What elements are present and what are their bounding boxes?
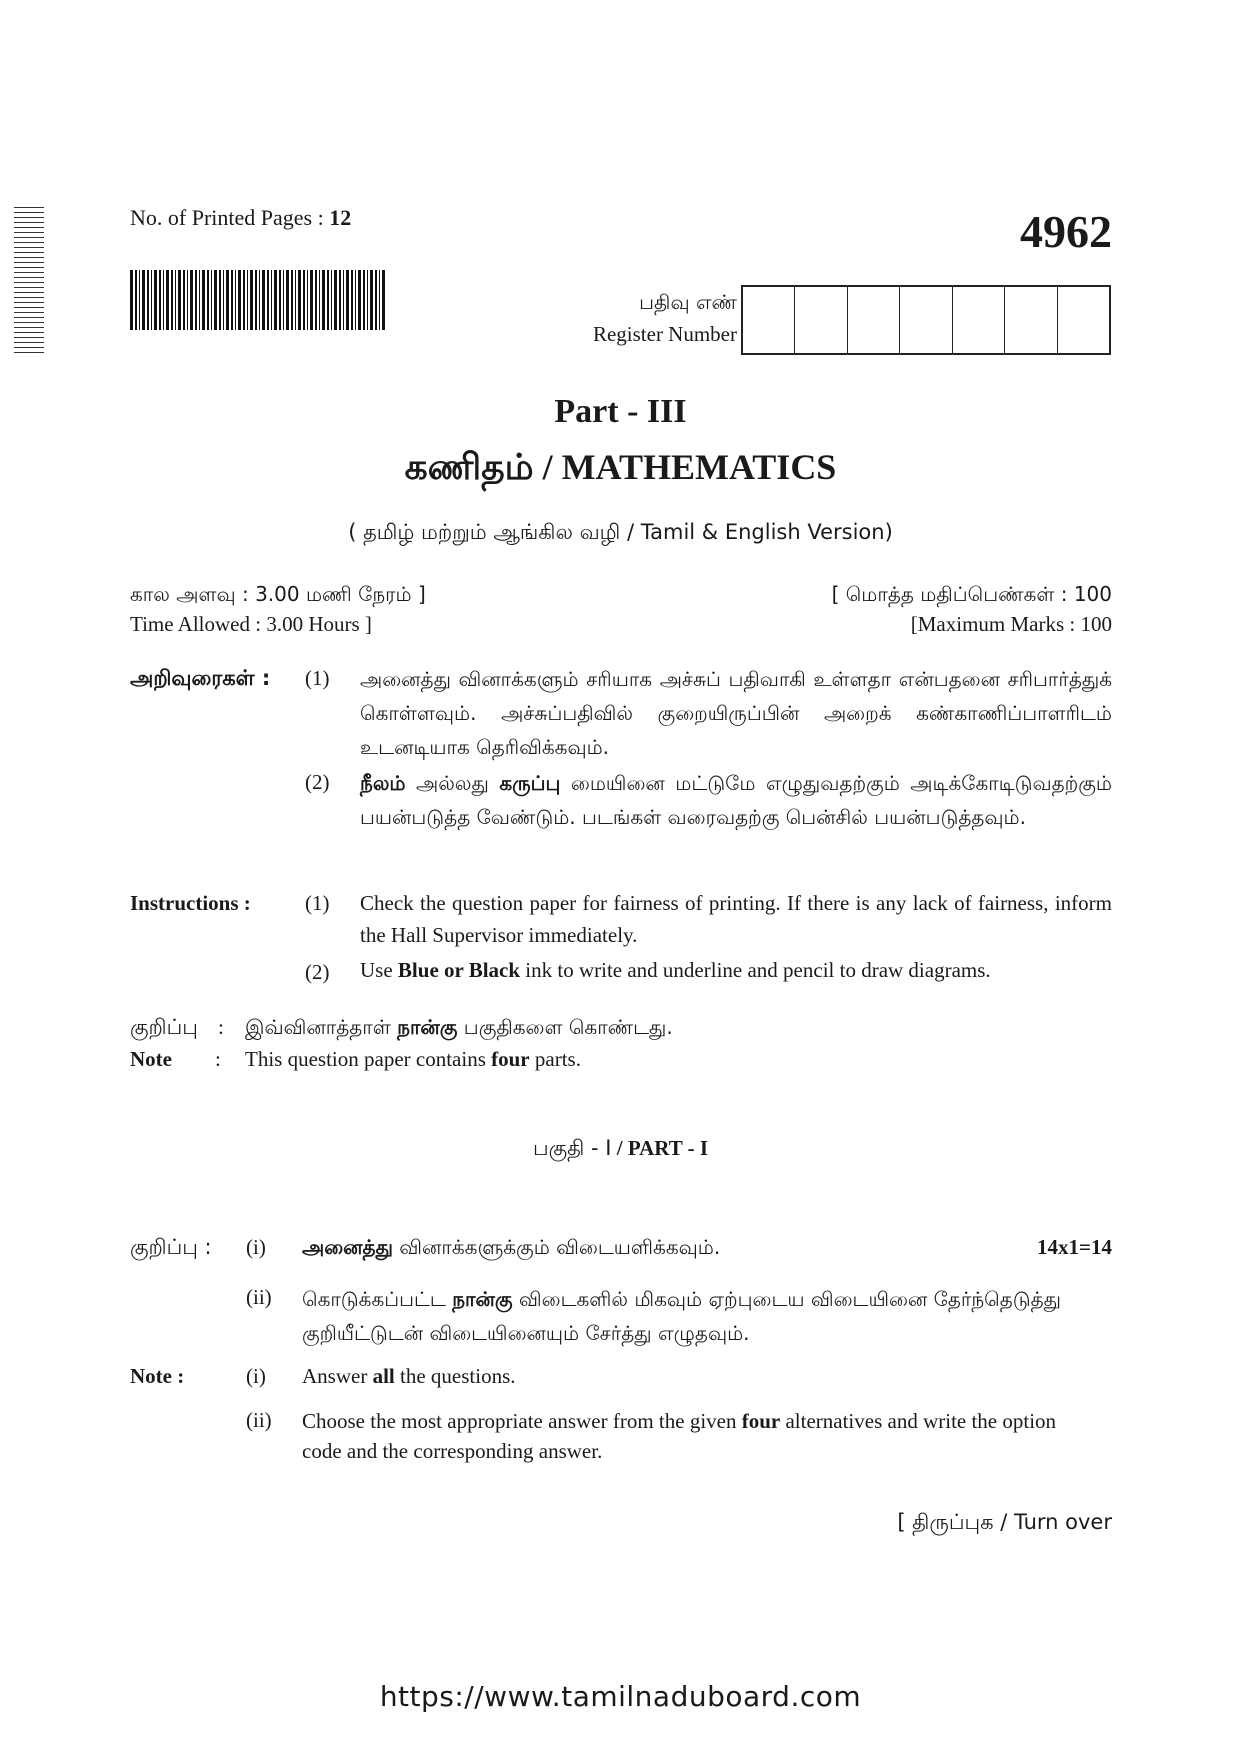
barcode-bar	[178, 270, 181, 330]
part-1-note-english-label: Note :	[130, 1364, 185, 1388]
barcode-bar	[183, 270, 185, 330]
part-1-marks: 14x1=14	[1037, 1235, 1112, 1259]
subject-tamil: கணிதம்	[404, 447, 534, 488]
instruction-number: (1)	[305, 666, 330, 690]
barcode	[130, 270, 388, 330]
note-colon: :	[218, 1015, 224, 1039]
barcode-bar	[370, 270, 373, 330]
barcode-bar	[334, 270, 337, 330]
barcode-bar	[163, 270, 164, 330]
instruction-tamil-1: அனைத்து வினாக்களும் சரியாக அச்சுப் பதிவாகி உள்ளதா என்பதனை சரிபார்த்துக் கொள்ளவும். அச்சுப்பதிவில் குறையிருப்பின் அறைக் கண்காணிப்பாளரிடம் உடனடியாக தெரிவிக்கவும்.	[360, 667, 1112, 759]
barcode-bar	[343, 270, 344, 330]
instructions-tamil-label: அறிவுரைகள் :	[130, 666, 271, 690]
register-digit-box[interactable]	[1005, 287, 1057, 353]
emphasis-black: கருப்பு	[499, 771, 561, 795]
barcode-bar	[159, 270, 161, 330]
max-marks-tamil: [ மொத்த மதிப்பெண்கள் : 100	[831, 582, 1112, 606]
text-segment: அல்லது	[405, 771, 500, 795]
barcode-bar	[339, 270, 341, 330]
part-1-heading-tamil: பகுதி - I	[533, 1136, 612, 1160]
printed-pages	[130, 205, 351, 231]
text-segment: parts.	[529, 1047, 581, 1071]
barcode-bar	[166, 270, 169, 330]
barcode-bar	[307, 270, 308, 330]
note-item-number: (ii)	[246, 1408, 272, 1432]
instruction-english-2	[360, 958, 1120, 983]
barcode-bar	[274, 270, 277, 330]
instruction-number: (1)	[305, 891, 330, 915]
barcode-bar	[255, 270, 257, 330]
part-title: Part - III	[554, 393, 687, 430]
barcode-bar	[375, 270, 377, 330]
register-digit-box[interactable]	[795, 287, 847, 353]
barcode-bar	[238, 270, 241, 330]
barcode-bar	[267, 270, 269, 330]
barcode-bar	[358, 270, 361, 330]
emphasis-ink: Blue or Black	[397, 958, 521, 982]
note-english-text	[245, 1047, 581, 1072]
register-digit-box[interactable]	[1058, 287, 1109, 353]
barcode-bar	[211, 270, 212, 330]
barcode-bar	[187, 270, 188, 330]
barcode-bar	[382, 270, 385, 330]
barcode-bar	[207, 270, 209, 330]
text-segment: the questions.	[394, 1364, 516, 1388]
text-segment: Use	[360, 958, 398, 982]
barcode-bar	[231, 270, 233, 330]
footer-url[interactable]: https://www.tamilnaduboard.com	[379, 1680, 862, 1713]
text-segment: மையினை மட்டுமே எழுதுவதற்கும் அடிக்கோடிடுவதற்கும் பயன்படுத்த வேண்டும். படங்கள் வரைவதற்கு பென்சில் பயன்படுத்தவும்.	[360, 771, 1112, 829]
note-item-number: (ii)	[246, 1285, 272, 1309]
subject-title	[0, 446, 1241, 493]
barcode-bar	[271, 270, 272, 330]
barcode-bar	[130, 270, 133, 330]
barcode-bar	[154, 270, 157, 330]
barcode-bar	[214, 270, 217, 330]
barcode-bar	[139, 270, 140, 330]
barcode-bar	[355, 270, 356, 330]
register-label-english: Register Number	[592, 322, 737, 346]
register-digit-box[interactable]	[900, 287, 952, 353]
barcode-bar	[151, 270, 152, 330]
instruction-english-1: Check the question paper for fairness of printing. If there is any lack of fairness, inform the Hall Supervisor immediately.	[360, 891, 1112, 947]
paper-code: 4962	[1020, 206, 1112, 257]
barcode-bar	[310, 270, 313, 330]
barcode-bar	[171, 270, 173, 330]
subject-english: MATHEMATICS	[561, 447, 837, 487]
barcode-bar	[295, 270, 296, 330]
part-1-note-tamil-ii	[302, 1282, 1072, 1350]
turn-over: [ திருப்புக / Turn over	[897, 1510, 1112, 1534]
part-1-note-english-ii	[302, 1406, 1072, 1466]
register-label-tamil: பதிவு எண்	[639, 290, 737, 314]
text-segment: பகுதிகளை கொண்டது.	[457, 1015, 673, 1039]
note-item-number: (i)	[246, 1235, 266, 1259]
text-segment: வினாக்களுக்கும் விடையளிக்கவும்.	[392, 1235, 721, 1259]
part-1-heading	[0, 1136, 1241, 1163]
emphasis-four: four	[741, 1409, 781, 1433]
register-digit-box[interactable]	[848, 287, 900, 353]
barcode-bar	[379, 270, 380, 330]
barcode-bar	[319, 270, 320, 330]
time-allowed-tamil: கால அளவு : 3.00 மணி நேரம் ]	[130, 582, 426, 606]
barcode-bar	[315, 270, 317, 330]
note-item-number: (i)	[246, 1364, 266, 1388]
emphasis-all: all	[372, 1364, 395, 1388]
barcode-bar	[199, 270, 200, 330]
barcode-bar	[298, 270, 301, 330]
barcode-bar	[190, 270, 193, 330]
part-1-note-tamil-i	[302, 1235, 720, 1262]
barcode-bar	[147, 270, 149, 330]
barcode-bar	[262, 270, 265, 330]
barcode-bar	[135, 270, 137, 330]
barcode-bar	[223, 270, 224, 330]
part-1-note-english-i	[302, 1364, 516, 1389]
medium-version: ( தமிழ் மற்றும் ஆங்கில வழி / Tamil & English Version)	[348, 520, 893, 544]
instructions-english-label: Instructions :	[130, 891, 251, 915]
text-segment: இவ்வினாத்தாள்	[245, 1015, 398, 1039]
barcode-bar	[247, 270, 248, 330]
register-digit-box[interactable]	[743, 287, 795, 353]
barcode-bar	[283, 270, 284, 330]
barcode-bar	[327, 270, 329, 330]
printed-pages-value: 12	[329, 205, 352, 230]
text-segment: Answer	[302, 1364, 373, 1388]
max-marks-english: [Maximum Marks : 100	[910, 612, 1112, 636]
barcode-bar	[219, 270, 221, 330]
emphasis-four: நான்கு	[452, 1287, 513, 1311]
barcode-bar	[331, 270, 332, 330]
printed-pages-label: No. of Printed Pages :	[130, 205, 330, 230]
part-1-heading-english: / PART - I	[611, 1136, 708, 1160]
barcode-bar	[346, 270, 349, 330]
note-colon: :	[215, 1047, 221, 1071]
emphasis-four: நான்கு	[397, 1015, 458, 1039]
barcode-bar	[351, 270, 353, 330]
barcode-bar	[322, 270, 325, 330]
instruction-number: (2)	[305, 960, 330, 984]
text-segment: ink to write and underline and pencil to draw diagrams.	[520, 958, 991, 982]
emphasis-four: four	[491, 1047, 530, 1071]
emphasis-blue: நீலம்	[360, 771, 406, 795]
barcode-bar	[243, 270, 245, 330]
barcode-bar	[363, 270, 365, 330]
instruction-tamil-2	[360, 766, 1112, 834]
barcode-bar	[235, 270, 236, 330]
note-tamil-label: குறிப்பு	[130, 1015, 198, 1039]
barcode-bar	[303, 270, 305, 330]
register-number-boxes[interactable]	[741, 285, 1111, 355]
barcode-bar	[279, 270, 281, 330]
part-1-note-tamil-label: குறிப்பு :	[130, 1235, 212, 1259]
barcode-bar	[202, 270, 205, 330]
time-allowed-english: Time Allowed : 3.00 Hours ]	[130, 612, 372, 636]
text-segment: This question paper contains	[245, 1047, 492, 1071]
text-segment: Choose the most appropriate answer from the given	[302, 1409, 742, 1433]
barcode-bar	[291, 270, 293, 330]
barcode-bar	[367, 270, 368, 330]
barcode-bar	[175, 270, 176, 330]
barcode-bar	[195, 270, 197, 330]
barcode-bar	[142, 270, 145, 330]
text-segment: கொடுக்கப்பட்ட	[302, 1287, 453, 1311]
note-tamil-text	[245, 1015, 673, 1042]
text-segment: alternatives and write the option code and the corresponding answer.	[302, 1409, 1057, 1463]
barcode-bar	[259, 270, 260, 330]
barcode-bar	[286, 270, 289, 330]
emphasis-all: அனைத்து	[302, 1235, 393, 1259]
note-english-label: Note	[130, 1047, 172, 1071]
subject-separator: /	[533, 447, 562, 487]
text-segment: விடைகளில் மிகவும் ஏற்புடைய விடையினை தேர்ந்தெடுத்து குறியீட்டுடன் விடையினையும் சேர்த்து எழுதவும்.	[302, 1287, 1061, 1345]
instruction-number: (2)	[305, 770, 330, 794]
barcode-bar	[250, 270, 253, 330]
register-digit-box[interactable]	[953, 287, 1005, 353]
barcode-bar	[226, 270, 229, 330]
page-edge-marks	[14, 207, 44, 357]
